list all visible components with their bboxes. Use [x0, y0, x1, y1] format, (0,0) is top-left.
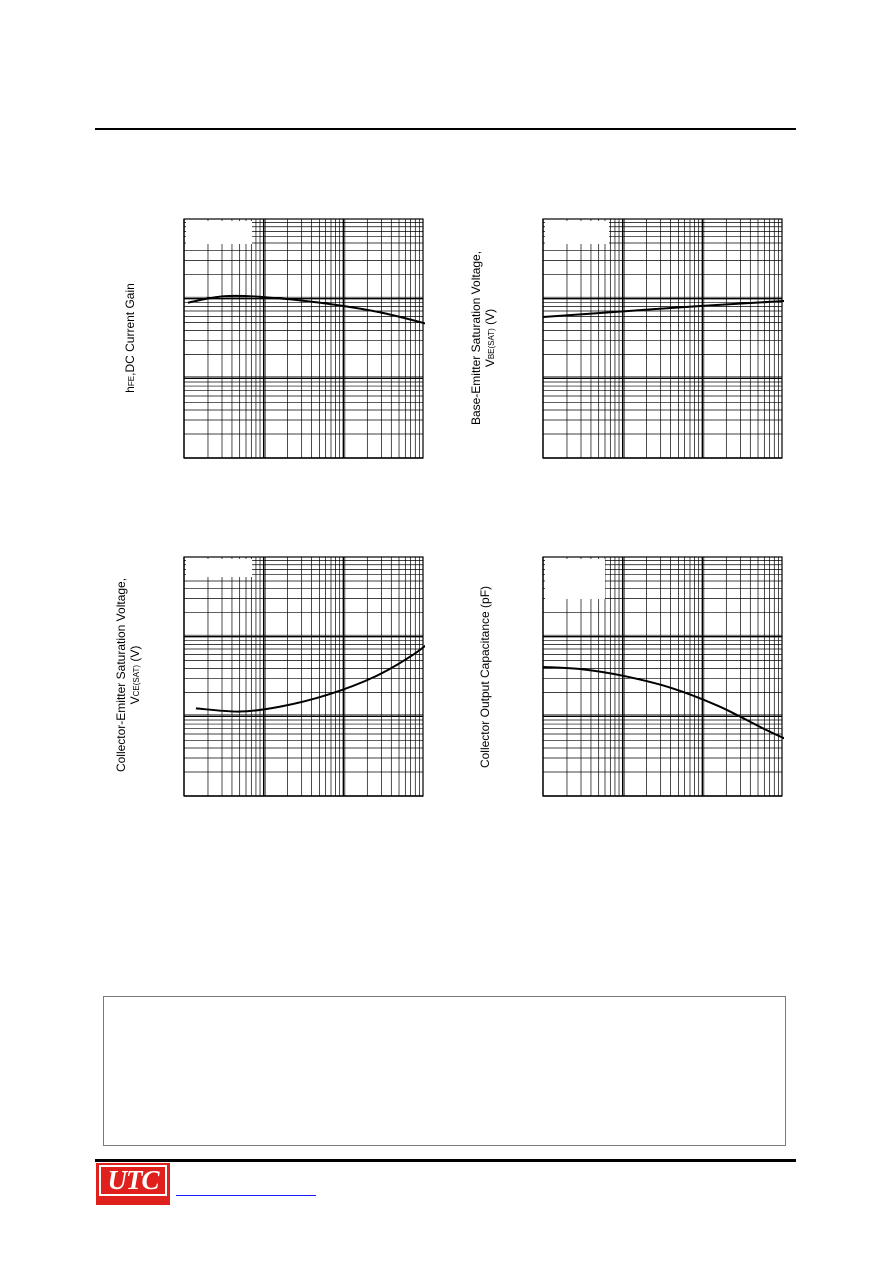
data-curve [543, 300, 784, 317]
chart-3-ylabel [114, 578, 144, 772]
chart-vce-sat [183, 556, 425, 798]
chart-2-ylabel-line2: VBE(SAT) (V) [483, 308, 497, 368]
header-rule [95, 128, 796, 130]
chart-3-ylabel-line1: Collector-Emitter Saturation Voltage, [114, 577, 128, 773]
plot-frame [184, 219, 423, 458]
utc-logo-text: UTC [99, 1165, 167, 1196]
legend-box [545, 559, 605, 599]
chart-vbe-sat [542, 218, 784, 460]
chart-hfe-dc-current-gain [183, 218, 425, 460]
chart-4-ylabel: Collector Output Capacitance (pF) [478, 585, 492, 769]
website-link-underline[interactable] [176, 1195, 316, 1196]
chart-3-ylabel-line2: VCE(SAT) (V) [128, 645, 142, 705]
footer-rule [95, 1159, 796, 1162]
utc-logo [96, 1163, 170, 1205]
data-curve [543, 667, 784, 748]
plot-frame [184, 557, 423, 796]
chart-1-ylabel: hFE,DC Current Gain [123, 283, 137, 393]
plot-frame [543, 219, 782, 458]
chart-2-ylabel-line1: Base-Emitter Saturation Voltage, [469, 250, 483, 426]
legend-box [545, 221, 609, 244]
data-curve [196, 634, 425, 711]
chart-output-capacitance [542, 556, 784, 798]
legend-box [186, 221, 252, 244]
data-curve [188, 296, 425, 331]
notice-box [103, 996, 786, 1146]
legend-box [186, 559, 252, 577]
chart-2-ylabel [469, 251, 499, 425]
